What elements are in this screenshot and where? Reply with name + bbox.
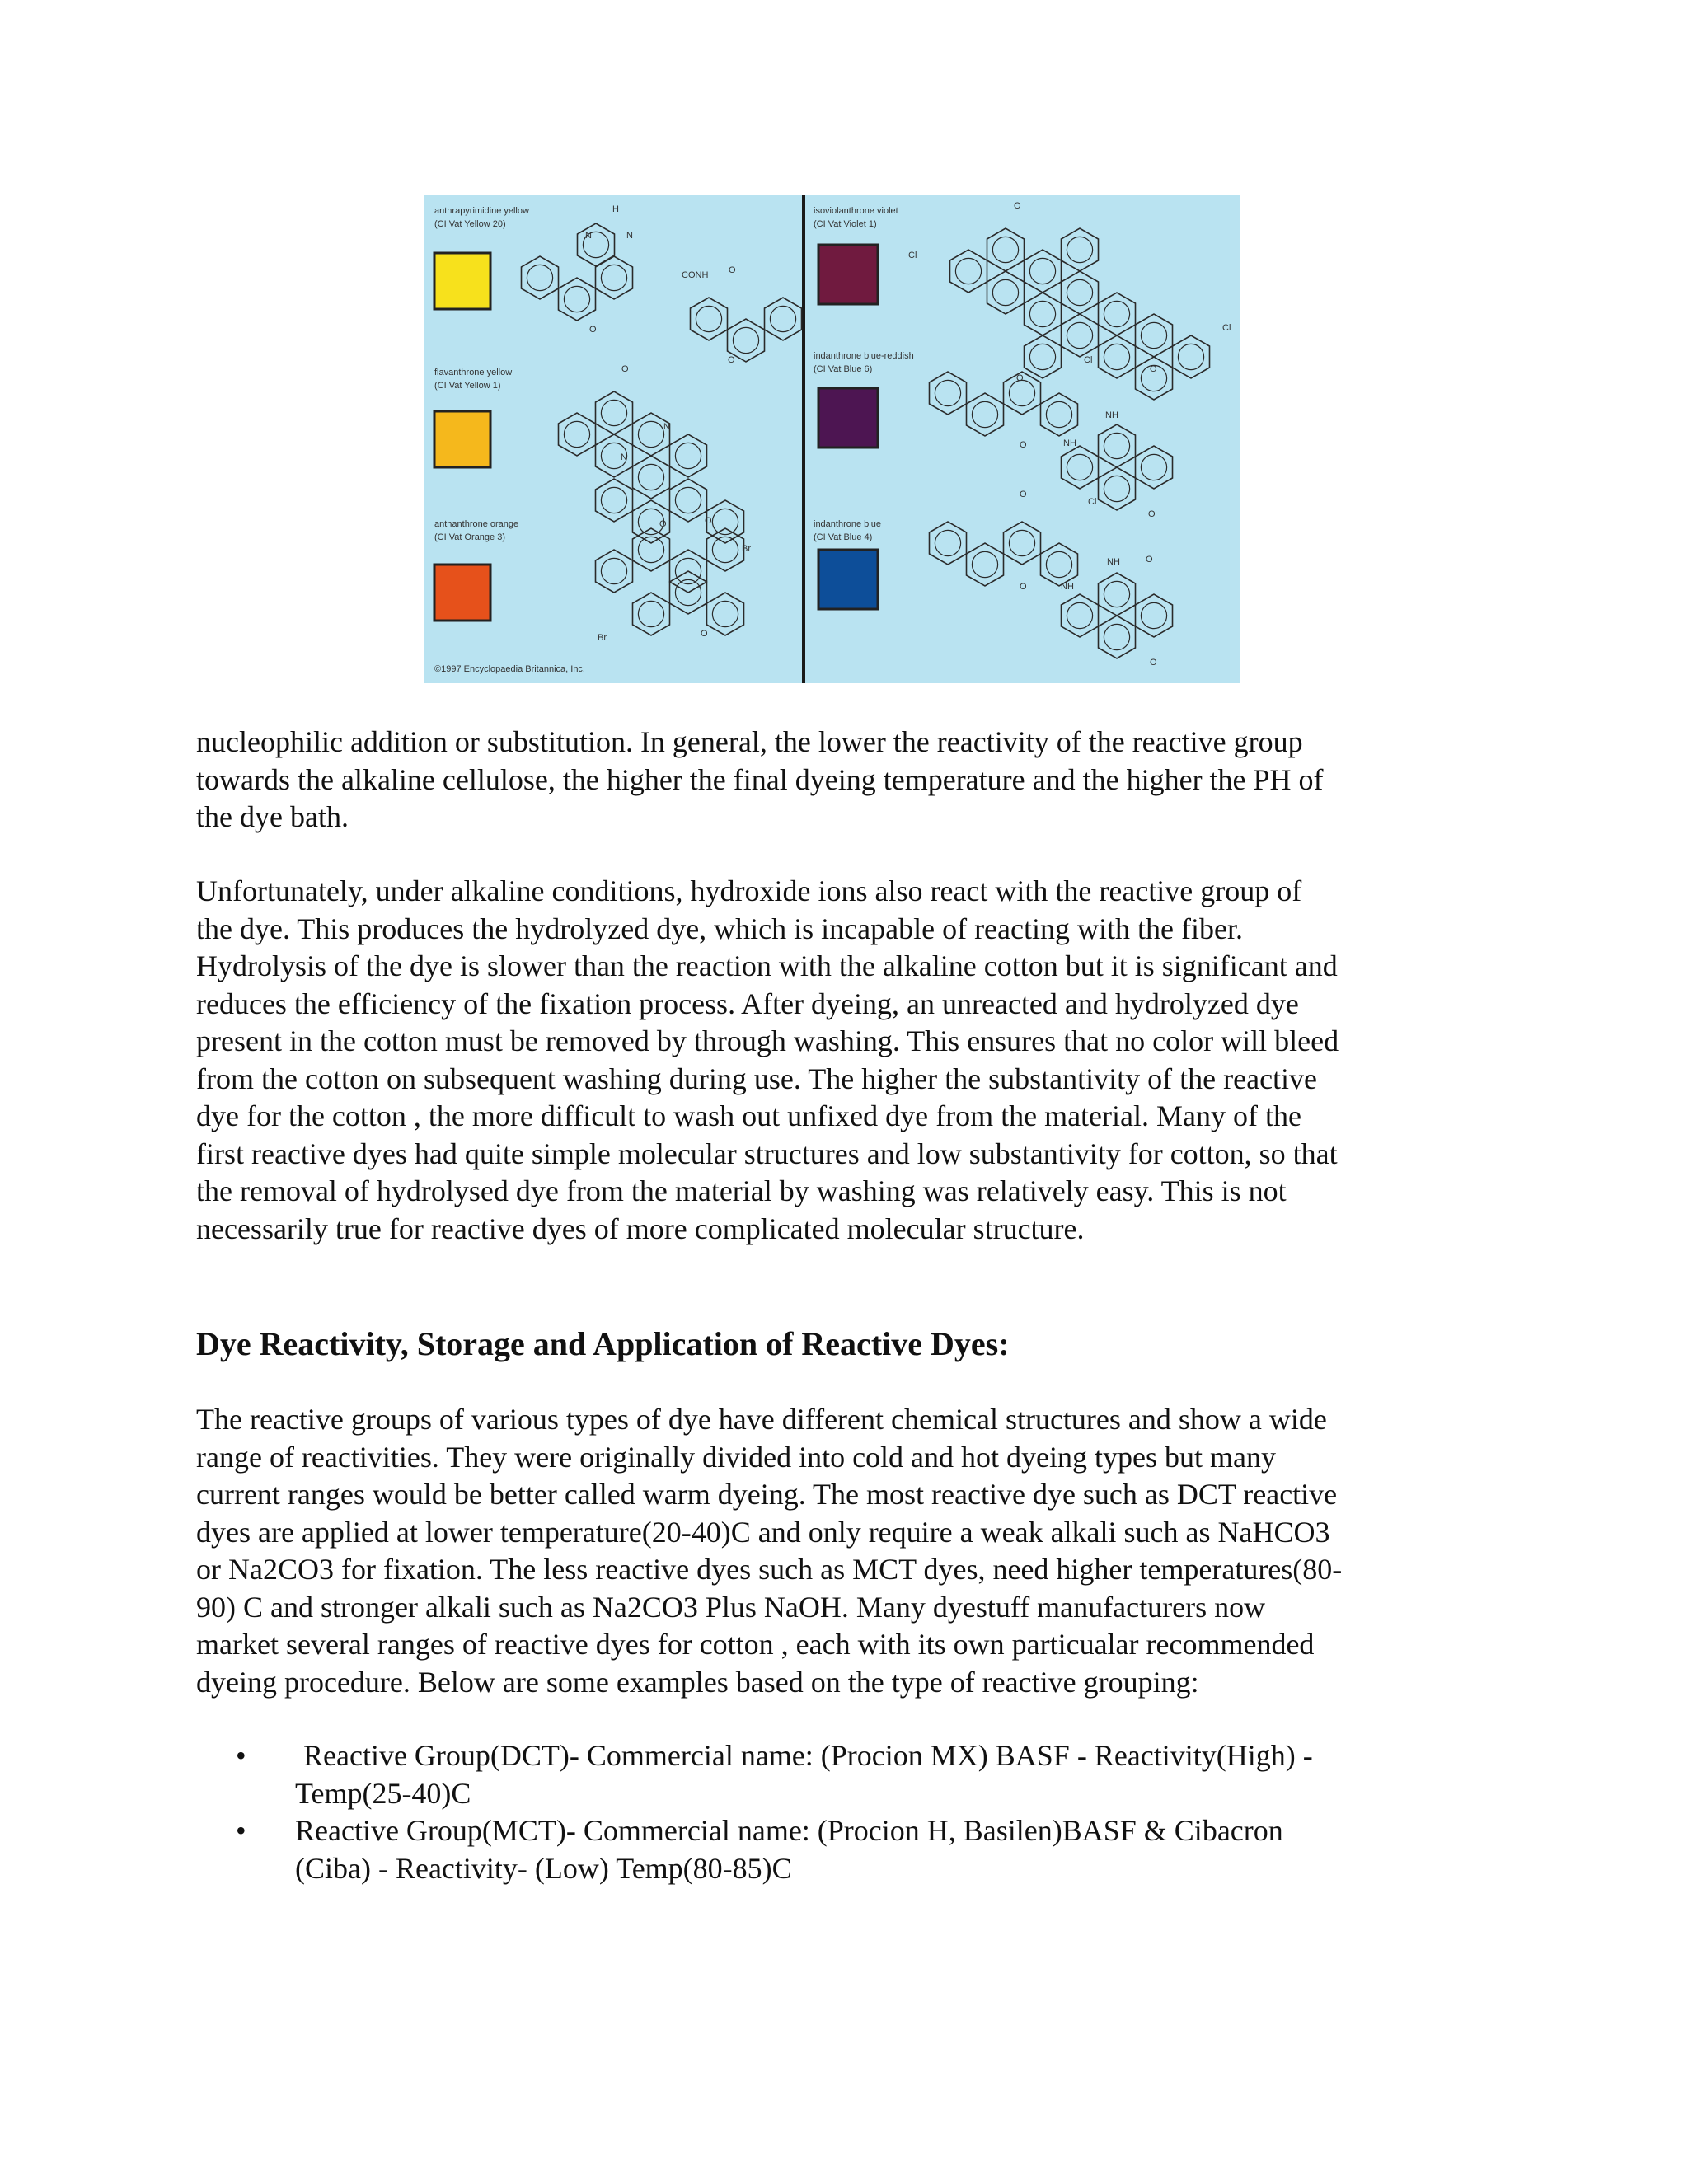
atom-label: Br: [598, 633, 607, 643]
dye-ci-label: (CI Vat Orange 3): [434, 532, 505, 542]
list-item: [196, 1737, 1482, 1812]
aromatic-circle: [733, 327, 758, 353]
dye-ci-label: (CI Vat Yellow 20): [434, 219, 506, 229]
atom-label: O: [589, 325, 597, 335]
atom-label: NH: [1061, 582, 1074, 592]
vat-dyes-figure: [424, 195, 1240, 683]
aromatic-circle: [1067, 602, 1092, 628]
aromatic-circle: [675, 487, 701, 513]
paragraph-hydrolysis: [196, 873, 1465, 1248]
text-line: range of reactivities. They were originally divided into cold and hot dyeing types but many: [196, 1440, 1276, 1474]
dye-swatch: [818, 550, 878, 609]
atom-label: O: [701, 629, 708, 639]
atom-label: O: [705, 516, 712, 526]
text-line: or Na2CO3 for fixation. The less reactive dyes such as MCT dyes, need higher temperatures(80-: [196, 1553, 1343, 1586]
aromatic-circle: [1178, 344, 1203, 369]
atom-label: O: [1020, 582, 1027, 592]
atom-label: O: [1016, 373, 1024, 383]
text-line: The reactive groups of various types of dye have different chemical structures and show a wide: [196, 1403, 1327, 1436]
aromatic-circle: [935, 530, 960, 555]
dye-swatch: [434, 411, 490, 467]
text-line: Reactive Group(MCT)- Commercial name: (Procion H, Basilen)BASF & Cibacron: [295, 1814, 1283, 1847]
atom-label: O: [621, 364, 629, 374]
text-line: Unfortunately, under alkaline conditions, hydroxide ions also react with the reactive group of: [196, 874, 1302, 907]
aromatic-circle: [712, 601, 738, 626]
aromatic-circle: [564, 286, 589, 312]
atom-label: O: [729, 265, 736, 275]
aromatic-circle: [1104, 624, 1129, 649]
text-line: dyeing procedure. Below are some examples based on the type of reactive grouping:: [196, 1665, 1199, 1699]
paragraph-reactivity: [196, 1401, 1465, 1701]
aromatic-circle: [770, 306, 795, 331]
aromatic-circle: [1104, 344, 1129, 369]
dye-ci-label: (CI Vat Yellow 1): [434, 381, 501, 391]
bullet-marker: •: [236, 1814, 246, 1847]
aromatic-circle: [527, 265, 552, 290]
atom-label: Br: [742, 544, 751, 554]
aromatic-circle: [935, 380, 960, 405]
dye-swatch: [818, 388, 878, 448]
section-heading: Dye Reactivity, Storage and Application of Reactive Dyes:: [196, 1325, 1010, 1362]
atom-label: O: [1150, 364, 1157, 374]
aromatic-circle: [1104, 301, 1129, 326]
atom-label: O: [1020, 440, 1027, 450]
aromatic-circle: [638, 421, 663, 447]
atom-label: H: [612, 204, 619, 214]
text-line: Temp(25-40)C: [295, 1776, 471, 1810]
text-line: the removal of hydrolysed dye from the material by washing was relatively easy. This is not: [196, 1174, 1287, 1207]
aromatic-circle: [1067, 322, 1092, 348]
text-line: the dye bath.: [196, 800, 349, 833]
aromatic-circle: [1104, 581, 1129, 607]
text-line: present in the cotton must be removed by through washing. This ensures that no color will bleed: [196, 1024, 1339, 1057]
atom-label: NH: [1063, 438, 1076, 448]
atom-label: O: [1014, 201, 1021, 211]
aromatic-circle: [1029, 344, 1055, 369]
atom-label: CONH: [682, 270, 709, 280]
aromatic-circle: [955, 258, 981, 284]
aromatic-circle: [972, 401, 997, 427]
atom-label: NH: [1105, 410, 1118, 420]
aromatic-circle: [712, 537, 738, 562]
text-line: Reactive Group(DCT)- Commercial name: (Procion MX) BASF - Reactivity(High) -: [303, 1739, 1313, 1772]
figure-copyright: ©1997 Encyclopaedia Britannica, Inc.: [434, 664, 585, 674]
aromatic-circle: [1029, 258, 1055, 284]
aromatic-circle: [601, 558, 626, 583]
text-line: Hydrolysis of the dye is slower than the reaction with the alkaline cotton but it is significant and: [196, 949, 1338, 982]
aromatic-circle: [1046, 401, 1071, 427]
aromatic-circle: [1104, 433, 1129, 458]
atom-label: Cl: [1084, 355, 1093, 365]
aromatic-circle: [638, 464, 663, 490]
dye-name-label: anthrapyrimidine yellow: [434, 206, 529, 216]
dye-ci-label: (CI Vat Blue 4): [814, 532, 873, 542]
text-line: towards the alkaline cellulose, the higher the final dyeing temperature and the higher the PH of: [196, 762, 1324, 796]
text-line: reduces the efficiency of the fixation process. After dyeing, an unreacted and hydrolyzed dye: [196, 987, 1299, 1020]
aromatic-circle: [696, 306, 721, 331]
aromatic-circle: [1009, 380, 1034, 405]
aromatic-circle: [638, 601, 663, 626]
aromatic-circle: [1141, 322, 1166, 348]
bullet-marker: •: [236, 1739, 246, 1772]
aromatic-circle: [675, 443, 701, 468]
aromatic-circle: [992, 279, 1018, 305]
atom-label: O: [1148, 509, 1156, 519]
atom-label: Cl: [1222, 323, 1231, 333]
aromatic-circle: [1067, 237, 1092, 262]
text-line: current ranges would be better called warm dyeing. The most reactive dye such as DCT reactive: [196, 1478, 1338, 1511]
aromatic-circle: [1141, 454, 1166, 480]
text-line: dye for the cotton , the more difficult to wash out unfixed dye from the material. Many of the: [196, 1099, 1301, 1132]
aromatic-circle: [601, 265, 626, 290]
atom-label: O: [1020, 490, 1027, 499]
dye-name-label: indanthrone blue-reddish: [814, 351, 914, 361]
text-line: first reactive dyes had quite simple molecular structures and low substantivity for cotton, so that: [196, 1137, 1338, 1170]
atom-label: N: [663, 422, 670, 432]
atom-label: O: [728, 355, 735, 365]
atom-label: NH: [1107, 557, 1120, 567]
dye-name-label: indanthrone blue: [814, 519, 881, 529]
aromatic-circle: [1141, 602, 1166, 628]
dye-name-label: flavanthrone yellow: [434, 368, 513, 377]
aromatic-circle: [712, 509, 738, 534]
atom-label: Cl: [908, 251, 917, 260]
dye-name-label: isoviolanthrone violet: [814, 206, 898, 216]
dye-structures-diagram: [424, 195, 1240, 683]
dye-swatch: [818, 245, 878, 304]
aromatic-circle: [1029, 301, 1055, 326]
aromatic-circle: [1009, 530, 1034, 555]
aromatic-circle: [638, 537, 663, 562]
atom-label: O: [1150, 658, 1157, 668]
aromatic-circle: [1067, 454, 1092, 480]
paragraph-nucleophilic: [196, 724, 1465, 837]
list-item: [196, 1812, 1482, 1887]
aromatic-circle: [564, 421, 589, 447]
aromatic-circle: [1067, 279, 1092, 305]
text-line: the dye. This produces the hydrolyzed dye, which is incapable of reacting with the fiber.: [196, 912, 1243, 945]
aromatic-circle: [601, 400, 626, 425]
aromatic-circle: [992, 237, 1018, 262]
atom-label: N: [621, 452, 627, 462]
aromatic-circle: [972, 551, 997, 577]
dye-swatch: [434, 565, 490, 621]
dye-ci-label: (CI Vat Violet 1): [814, 219, 877, 229]
atom-label: Cl: [1088, 497, 1097, 507]
text-line: dyes are applied at lower temperature(20-40)C and only require a weak alkali such as NaHCO3: [196, 1515, 1330, 1549]
atom-label: N: [626, 231, 633, 241]
text-line: nucleophilic addition or substitution. In general, the lower the reactivity of the reactive group: [196, 725, 1303, 758]
aromatic-circle: [1104, 476, 1129, 501]
reactive-group-list: [196, 1737, 1482, 1887]
text-line: 90) C and stronger alkali such as Na2CO3 Plus NaOH. Many dyestuff manufacturers now: [196, 1590, 1266, 1624]
aromatic-circle: [1046, 551, 1071, 577]
aromatic-circle: [601, 487, 626, 513]
dye-swatch: [434, 253, 490, 309]
text-line: from the cotton on subsequent washing during use. The higher the substantivity of the reactive: [196, 1062, 1318, 1095]
dye-name-label: anthanthrone orange: [434, 519, 519, 529]
atom-label: O: [659, 519, 667, 529]
dye-ci-label: (CI Vat Blue 6): [814, 364, 873, 374]
text-line: (Ciba) - Reactivity- (Low) Temp(80-85)C: [295, 1851, 792, 1885]
atom-label: N: [585, 231, 592, 241]
text-line: necessarily true for reactive dyes of more complicated molecular structure.: [196, 1212, 1085, 1245]
text-line: market several ranges of reactive dyes for cotton , each with its own particualar recommended: [196, 1628, 1315, 1661]
atom-label: O: [1146, 555, 1153, 565]
